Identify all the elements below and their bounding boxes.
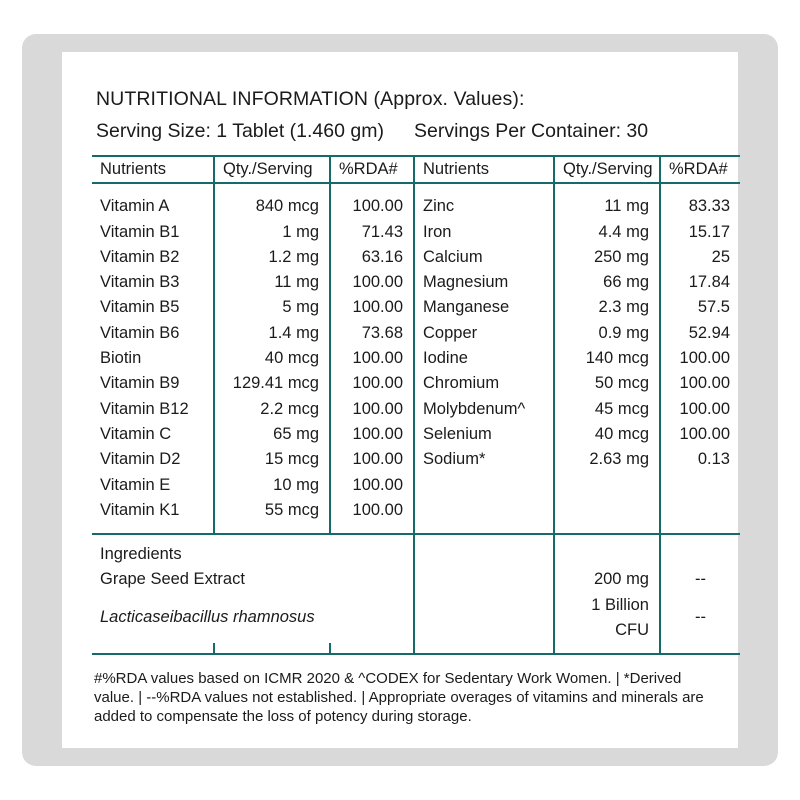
nutrient-qty: 40 mcg [554,422,660,447]
serving-size: Serving Size: 1 Tablet (1.460 gm) [96,120,384,142]
column-header-qty-right: Qty./Serving [554,156,660,183]
ingredients-heading-row [92,534,740,567]
nutrient-name [414,473,554,498]
servings-per-container: Servings Per Container: 30 [414,120,649,142]
nutrient-rda: 25 [660,245,740,270]
nutrient-qty: 65 mg [214,422,330,447]
page-title: NUTRITIONAL INFORMATION (Approx. Values): [96,88,525,110]
table-row [92,473,740,498]
table-row [92,371,740,396]
nutrient-qty: 50 mcg [554,371,660,396]
table-row [92,346,740,371]
nutrient-qty: 2.63 mg [554,447,660,472]
column-header-qty-left: Qty./Serving [214,156,330,183]
table-row [92,194,740,219]
ingredient-rda: -- [660,567,740,592]
table-row [92,447,740,472]
nutrient-qty: 40 mcg [214,346,330,371]
nutrient-qty: 15 mcg [214,447,330,472]
nutrient-name: Chromium [414,371,554,396]
nutrient-name: Vitamin K1 [100,500,180,519]
nutrient-name: Sodium* [414,447,554,472]
nutrient-name: Iron [414,220,554,245]
nutrient-name: Manganese [414,295,554,320]
nutrient-rda: 100.00 [660,346,740,371]
nutrient-qty: 250 mg [554,245,660,270]
serving-info [96,120,712,143]
column-header-nutrients-left: Nutrients [92,156,214,183]
nutrient-name: Vitamin B3 [100,273,180,292]
nutrient-rda: 57.5 [660,295,740,320]
nutrient-qty: 840 mcg [214,194,330,219]
nutrient-name: Vitamin A [100,197,170,216]
nutrient-rda: 100.00 [330,447,414,472]
nutrient-rda: 100.00 [330,270,414,295]
nutrient-rda: 15.17 [660,220,740,245]
nutrient-name: Vitamin B9 [100,374,180,393]
nutrient-rda: 52.94 [660,321,740,346]
nutrient-name: Vitamin B1 [100,222,180,241]
table-bottom-spacer [92,523,740,534]
nutrient-rda: 100.00 [330,371,414,396]
nutrient-name: Iodine [414,346,554,371]
nutrition-facts-card [62,52,738,748]
nutrient-rda: 73.68 [330,321,414,346]
nutrient-qty: 5 mg [214,295,330,320]
ingredient-qty: 200 mg [554,567,660,592]
ingredient-rda: -- [660,593,740,644]
table-row [92,295,740,320]
nutrient-rda: 100.00 [330,422,414,447]
nutrient-rda: 100.00 [330,473,414,498]
nutrient-qty: 66 mg [554,270,660,295]
nutrient-name: Vitamin C [100,424,172,443]
nutrient-qty: 1.2 mg [214,245,330,270]
table-row [92,270,740,295]
ingredient-row [92,567,740,592]
nutrient-rda [660,473,740,498]
nutrient-name: Vitamin B6 [100,323,180,342]
nutrient-qty: 55 mcg [214,498,330,523]
table-row [92,498,740,523]
nutrient-qty: 140 mcg [554,346,660,371]
nutrient-rda: 0.13 [660,447,740,472]
nutrient-rda: 100.00 [330,498,414,523]
table-top-spacer [92,183,740,194]
nutrient-qty: 4.4 mg [554,220,660,245]
nutrient-rda: 100.00 [660,422,740,447]
nutrient-rda: 100.00 [330,194,414,219]
nutrient-name: Molybdenum^ [414,397,554,422]
nutrient-qty: 0.9 mg [554,321,660,346]
nutrient-name: Biotin [100,349,142,368]
nutrition-table [92,155,740,655]
ingredient-row [92,593,740,644]
nutrient-rda: 100.00 [330,397,414,422]
nutrient-name: Copper [414,321,554,346]
footnote-text: #%RDA values based on ICMR 2020 & ^CODEX for Sedentary Work Women. | *Derived value. | --%RDA values not established. | Appropriate overages of vitamins and minerals are added to compensate the loss of potency during storage. [94,670,704,726]
nutrient-qty: 10 mg [214,473,330,498]
nutrient-name: Selenium [414,422,554,447]
nutrient-qty: 2.2 mcg [214,397,330,422]
nutrient-name: Vitamin D2 [100,450,181,469]
column-header-nutrients-right: Nutrients [414,156,554,183]
table-row [92,220,740,245]
nutrient-name: Vitamin B12 [100,399,189,418]
nutrient-rda [660,498,740,523]
nutrient-qty: 1 mg [214,220,330,245]
table-row [92,397,740,422]
nutrient-rda: 100.00 [330,346,414,371]
ingredient-name: Lacticaseibacillus rhamnosus [100,608,315,627]
table-row [92,422,740,447]
nutrient-qty [554,498,660,523]
nutrient-qty: 11 mg [214,270,330,295]
nutrient-name: Vitamin B5 [100,298,180,317]
nutrient-qty: 2.3 mg [554,295,660,320]
nutrient-rda: 63.16 [330,245,414,270]
ingredients-bottom-spacer [92,643,740,654]
column-header-rda-right: %RDA# [660,156,740,183]
column-header-rda-left: %RDA# [330,156,414,183]
nutrient-rda: 71.43 [330,220,414,245]
nutrient-qty: 45 mcg [554,397,660,422]
nutrient-rda: 17.84 [660,270,740,295]
nutrient-rda: 100.00 [660,371,740,396]
nutrient-name: Zinc [414,194,554,219]
nutrient-name [414,498,554,523]
ingredient-name: Grape Seed Extract [100,570,245,589]
nutrient-qty [554,473,660,498]
nutrient-name: Vitamin E [100,475,171,494]
nutrient-name: Magnesium [414,270,554,295]
nutrient-qty: 11 mg [554,194,660,219]
ingredient-qty: 1 Billion CFU [554,593,660,644]
nutrient-rda: 100.00 [660,397,740,422]
table-row [92,245,740,270]
table-body [92,183,740,654]
nutrient-qty: 1.4 mg [214,321,330,346]
nutrient-name: Vitamin B2 [100,247,180,266]
nutrient-rda: 100.00 [330,295,414,320]
table-row [92,321,740,346]
nutrient-name: Calcium [414,245,554,270]
nutrient-rda: 83.33 [660,194,740,219]
table-header-row [92,156,740,183]
nutrient-qty: 129.41 mcg [214,371,330,396]
ingredients-heading: Ingredients [100,545,182,564]
